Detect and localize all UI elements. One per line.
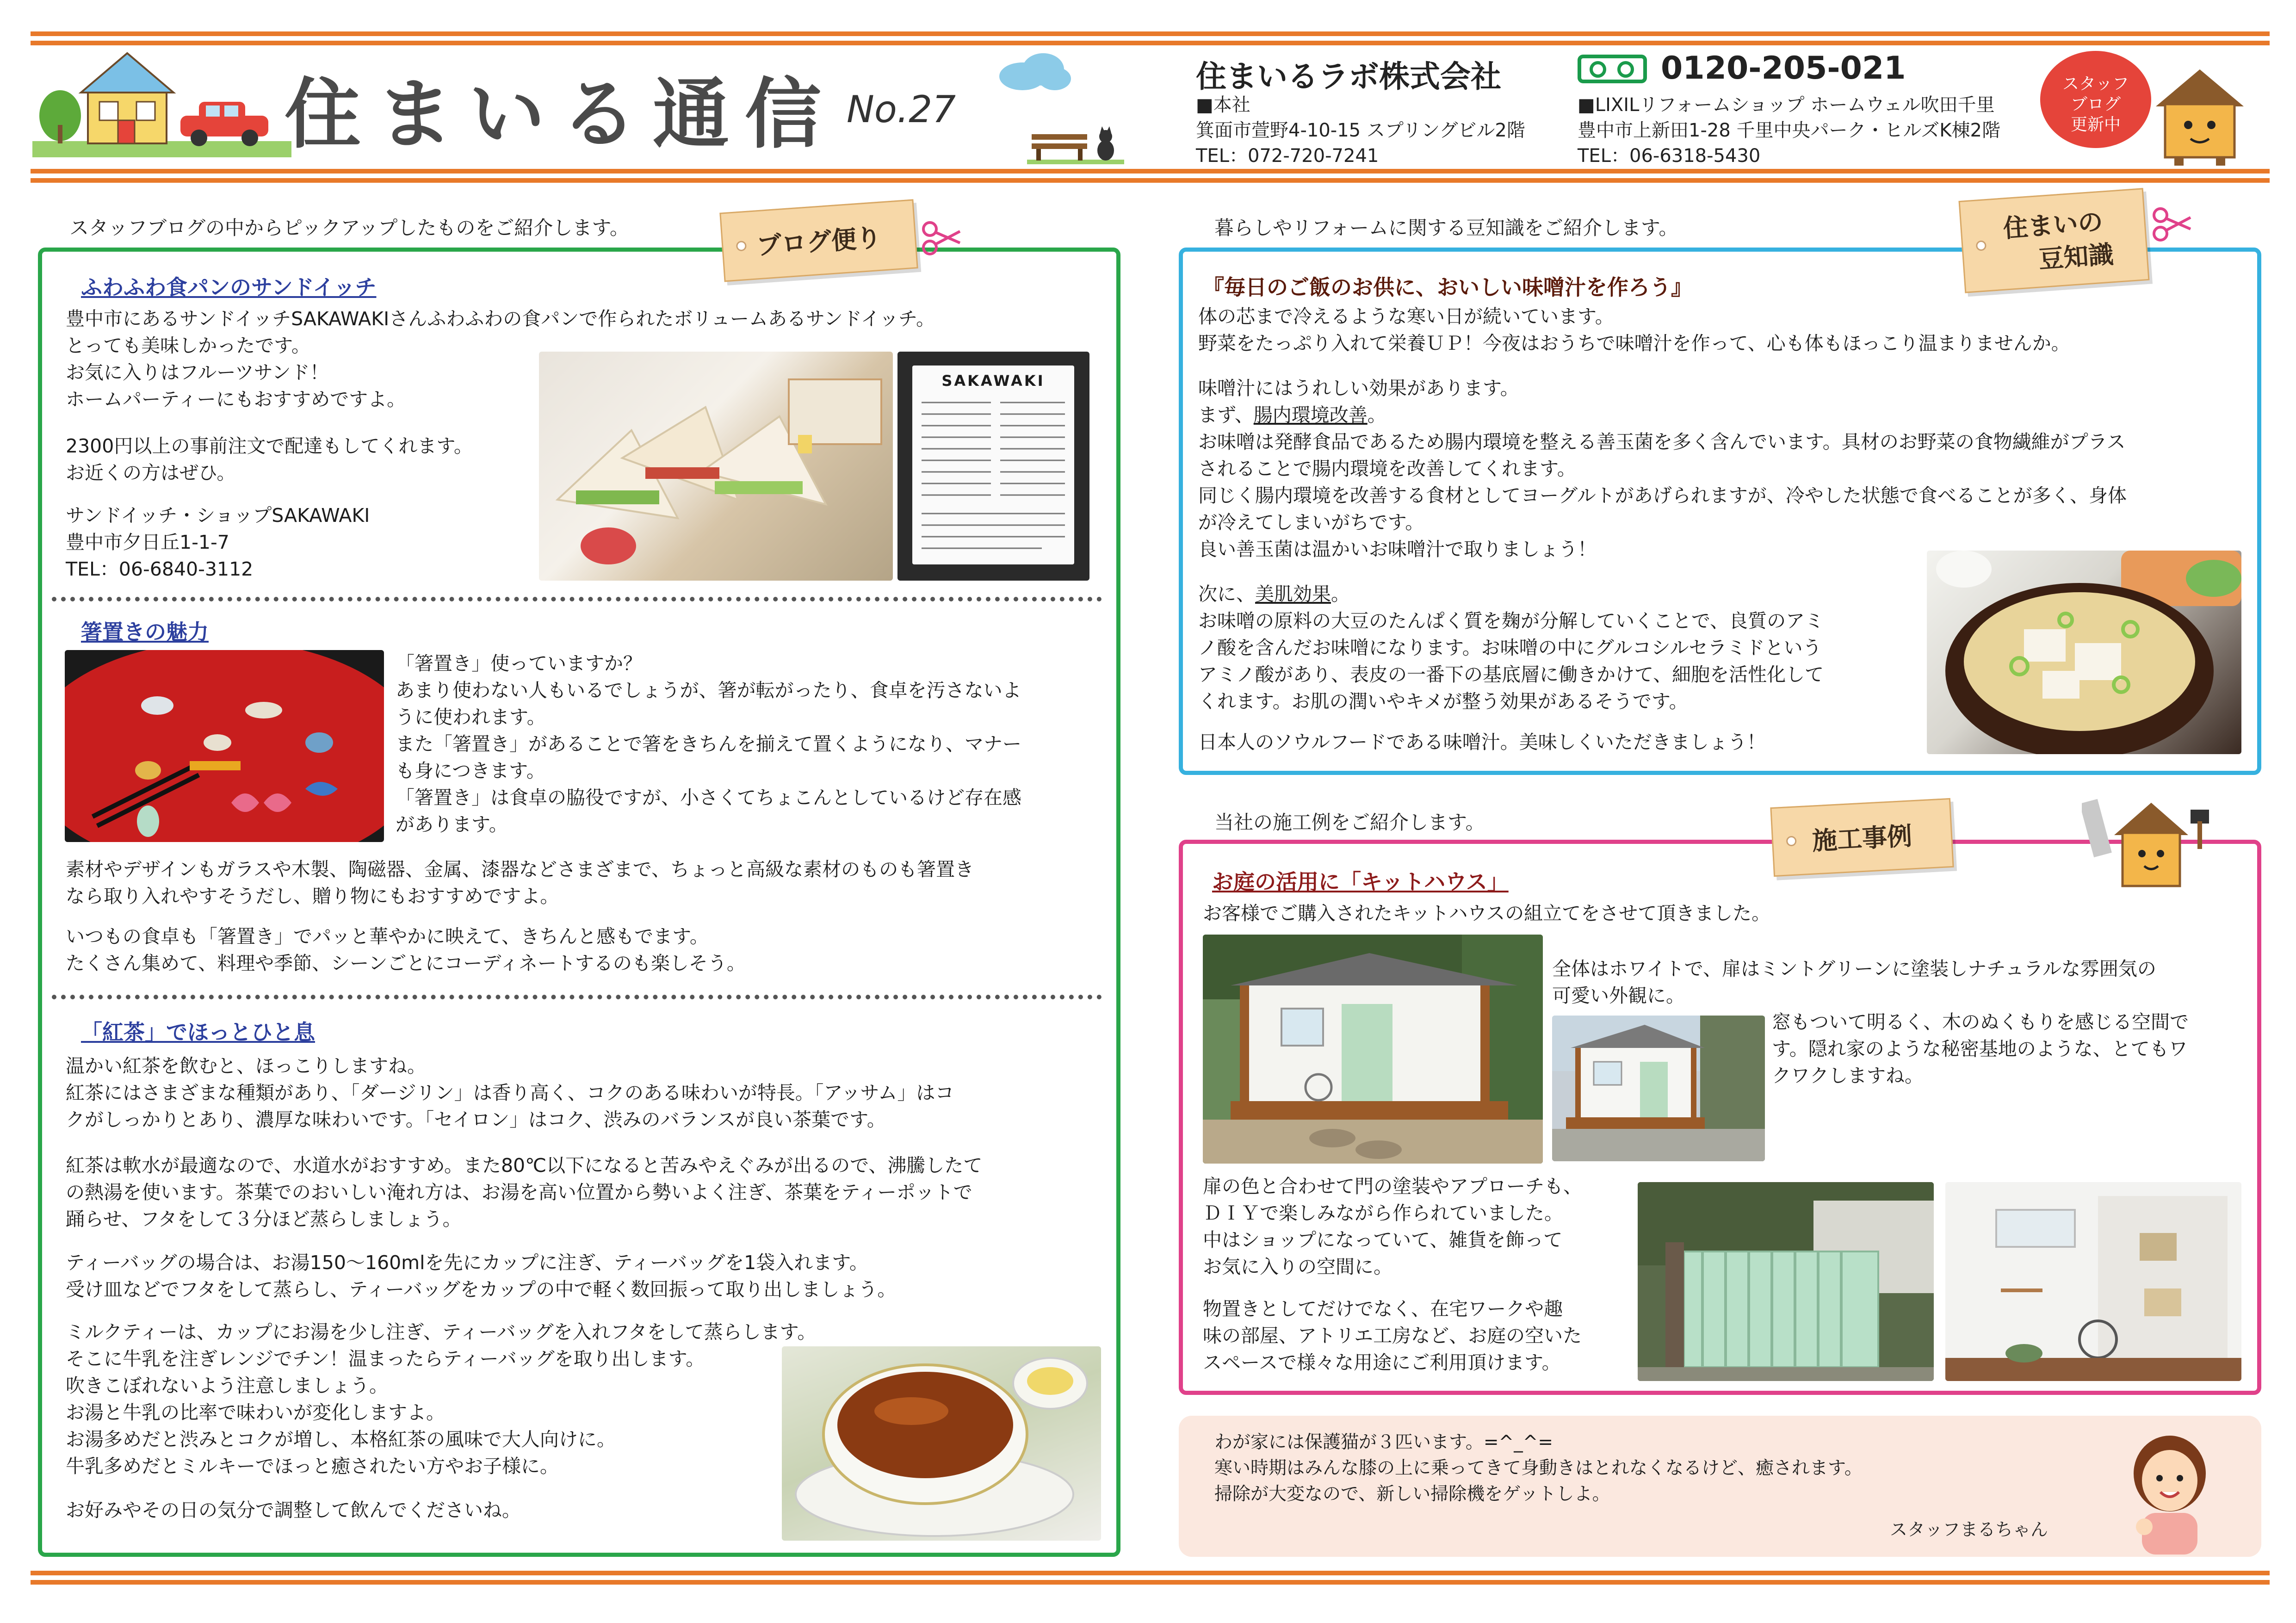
sandwich-menu-photo bbox=[897, 352, 1089, 581]
hq-label: ■本社 bbox=[1196, 94, 1250, 116]
underlined-keyword: 美肌効果 bbox=[1255, 583, 1331, 605]
line: いつもの食卓も「箸置き」でパッと華やかに映えて、きちんと感もでます。 bbox=[66, 925, 709, 948]
tag-hole-icon bbox=[736, 241, 747, 251]
underlined-keyword: 腸内環境改善 bbox=[1253, 404, 1368, 426]
line: お客様でご購入されたキットハウスの組立てをさせて頂きました。 bbox=[1203, 902, 1771, 924]
line: 吹きこぼれないよう注意しましょう。 bbox=[66, 1375, 388, 1397]
kithouse-photo-main bbox=[1203, 935, 1543, 1164]
line: も身につきます。 bbox=[396, 760, 545, 782]
works-intro: 当社の施工例をご紹介します。 bbox=[1214, 811, 1485, 834]
hashioki-p2 bbox=[66, 856, 974, 910]
line: くれます。お肌の潤いやキメが整う効果があるそうです。 bbox=[1198, 690, 1688, 712]
scissors-icon bbox=[2151, 204, 2193, 245]
hashioki-p1 bbox=[396, 650, 1021, 838]
tips-p4 bbox=[1198, 729, 1766, 756]
line: 体の芯まで冷えるような寒い日が続いています。 bbox=[1198, 305, 1614, 328]
text: 。 bbox=[1331, 583, 1350, 605]
line: 窓もついて明るく、木のぬくもりを感じる空間で bbox=[1772, 1011, 2189, 1033]
line: 受け皿などでフタをして蒸らし、ティーバッグをカップの中で軽く数回振って取り出しましょう。 bbox=[66, 1278, 897, 1301]
works-p2 bbox=[1552, 955, 2156, 1009]
hashioki-title: 箸置きの魅力 bbox=[81, 619, 209, 644]
line: 「箸置き」は食卓の脇役ですが、小さくてちょこんとしているけど存在感 bbox=[396, 787, 1021, 809]
tea-p3 bbox=[66, 1249, 896, 1303]
staff-signature: スタッフまるちゃん bbox=[1890, 1519, 2048, 1540]
bubble-line-2: ブログ bbox=[2070, 95, 2121, 114]
tips-p3 bbox=[1198, 581, 1824, 715]
works-title: お庭の活用に「キットハウス」 bbox=[1212, 869, 1509, 894]
shop-tel: TEL：06-6318-5430 bbox=[1578, 145, 1761, 167]
works-tag-label: 施工事例 bbox=[1811, 821, 1913, 856]
line: アミノ酸があり、表皮の一番下の基底層に働きかけて、細胞を活性化して bbox=[1198, 663, 1824, 686]
works-p1 bbox=[1203, 900, 1770, 927]
line: なら取り入れやすそうだし、贈り物にもおすすめですよ。 bbox=[66, 885, 559, 907]
line: クワクしますね。 bbox=[1772, 1065, 1924, 1087]
blog-tag-label: ブログ便り bbox=[755, 223, 883, 261]
line: クがしっかりとあり、濃厚な味わいです。「セイロン」はコク、渋みのバランスが良い茶葉です。 bbox=[66, 1109, 886, 1131]
text: 次に、 bbox=[1198, 583, 1255, 605]
header-stripe-1 bbox=[31, 169, 2270, 173]
blog-tag bbox=[719, 199, 918, 282]
line: されることで腸内環境を改善してくれます。 bbox=[1198, 458, 1576, 480]
line: お気に入りはフルーツサンド！ bbox=[66, 361, 329, 384]
line: 可愛い外観に。 bbox=[1552, 985, 1685, 1007]
line: お好みやその日の気分で調整して飲んでくださいね。 bbox=[66, 1499, 521, 1521]
line: 温かい紅茶を飲むと、ほっこりしますね。 bbox=[66, 1055, 426, 1077]
line: 豊中市夕日丘1-1-7 bbox=[66, 531, 229, 553]
tips-tag-line-2: 豆知識 bbox=[2037, 240, 2115, 274]
line: ティーバッグの場合は、お湯150〜160mlを先にカップに注ぎ、ティーバッグを1袋入れます。 bbox=[66, 1251, 868, 1274]
line: 味噌汁にはうれしい効果があります。 bbox=[1198, 377, 1519, 399]
line: お気に入りの空間に。 bbox=[1203, 1256, 1392, 1278]
line: 日本人のソウルフードである味噌汁。美味しくいただきましょう！ bbox=[1198, 731, 1766, 753]
line: 同じく腸内環境を改善する食材としてヨーグルトがあげられますが、冷やした状態で食べることが多く、身体 bbox=[1198, 484, 2127, 507]
line: お湯多めだと渋みとコクが増し、本格紅茶の風味で大人向けに。 bbox=[66, 1428, 616, 1450]
line: また「箸置き」があることで箸をきちんを揃えて置くようになり、マナー bbox=[396, 733, 1021, 755]
line: があります。 bbox=[396, 813, 508, 836]
sandwich-photo bbox=[539, 352, 893, 581]
tea-photo bbox=[782, 1346, 1101, 1541]
line: 「箸置き」使っていますか？ bbox=[396, 652, 642, 675]
interior-photo bbox=[1945, 1182, 2241, 1381]
bottom-stripe-2 bbox=[31, 1580, 2270, 1585]
line: あまり使わない人もいるでしょうが、箸が転がったり、食卓を汚さないよ bbox=[396, 679, 1021, 701]
bubble-line-1: スタッフ bbox=[2062, 74, 2129, 93]
bottom-stripe-1 bbox=[31, 1571, 2270, 1575]
line: サンドイッチ・ショップSAKAWAKI bbox=[66, 504, 370, 527]
line: す。隠れ家のような秘密基地のような、とてもワ bbox=[1772, 1038, 2188, 1060]
kithouse-photo-side bbox=[1552, 1016, 1765, 1161]
line: 豊中市にあるサンドイッチSAKAWAKIさんふわふわの食パンで作られたボリュームあるサンドイッチ。 bbox=[66, 308, 935, 330]
shop-address: 豊中市上新田1-28 千里中央パーク・ヒルズK棟2階 bbox=[1578, 120, 2000, 141]
text: 。 bbox=[1367, 404, 1386, 426]
line: わが家には保護猫が３匹います。=^_^= bbox=[1214, 1432, 1553, 1453]
scissors-icon bbox=[921, 217, 962, 259]
tea-p1 bbox=[66, 1053, 954, 1133]
tea-p5 bbox=[66, 1497, 521, 1524]
line: ホームパーティーにもおすすめですよ。 bbox=[66, 388, 406, 410]
menu-heading: SAKAWAKI bbox=[941, 372, 1045, 390]
freedial-icon bbox=[1578, 55, 1647, 83]
line: お味噌は発酵食品であるため腸内環境を整える善玉菌を多く含んでいます。具材のお野菜の食物繊維がプラス bbox=[1198, 431, 2126, 453]
line: 物置きとしてだけでなく、在宅ワークや趣 bbox=[1203, 1298, 1563, 1320]
tag-hole-icon bbox=[1786, 836, 1797, 846]
staff-avatar-icon bbox=[2123, 1434, 2216, 1555]
line: とっても美味しかったです。 bbox=[66, 335, 310, 357]
line: が冷えてしまいがちです。 bbox=[1198, 511, 1424, 533]
line: 紅茶は軟水が最適なので、水道水がおすすめ。また80℃以下になると苦みやえぐみが出るので、沸騰したて bbox=[66, 1154, 983, 1177]
house-mascot-icon bbox=[2147, 65, 2253, 167]
works-p4 bbox=[1203, 1173, 1582, 1280]
worker-mascot-icon bbox=[2082, 791, 2216, 902]
cloud-icon bbox=[995, 51, 1073, 93]
tips-p1 bbox=[1198, 303, 2070, 357]
line: 掃除が大変なので、新しい掃除機をゲットしよ。 bbox=[1214, 1484, 1610, 1505]
line: 素材やデザインもガラスや木製、陶磁器、金属、漆器などさまざまで、ちょっと高級な素材のものも箸置き bbox=[66, 858, 974, 880]
hashioki-photo bbox=[65, 650, 384, 842]
tea-p4 bbox=[66, 1319, 816, 1480]
line: 野菜をたっぷり入れて栄養ＵＰ！今夜はおうちで味噌汁を作って、心も体もほっこり温まりませんか。 bbox=[1198, 332, 2070, 354]
issue-number: No.27 bbox=[847, 88, 956, 131]
line: お味噌の原料の大豆のたんぱく質を麹が分解していくことで、良質のアミ bbox=[1198, 610, 1824, 632]
divider-2 bbox=[52, 995, 1102, 999]
line: たくさん集めて、料理や季節、シーンごとにコーディネートするのも楽しそう。 bbox=[66, 952, 746, 974]
tea-title: 「紅茶」でほっとひと息 bbox=[81, 1020, 315, 1045]
sandwich-p2 bbox=[66, 433, 473, 486]
line: 寒い時期はみんな膝の上に乗ってきて身動きはとれなくなるけど、癒されます。 bbox=[1214, 1458, 1863, 1479]
tips-intro: 暮らしやリフォームに関する豆知識をご紹介します。 bbox=[1214, 217, 1678, 239]
line: 味の部屋、アトリエ工房など、お庭の空いた bbox=[1203, 1325, 1582, 1347]
header-stripe-2 bbox=[31, 178, 2270, 183]
tips-p2 bbox=[1198, 375, 2127, 563]
line: スペースで様々な用途にご利用頂けます。 bbox=[1203, 1351, 1561, 1374]
text: まず、 bbox=[1198, 404, 1254, 426]
line: そこに牛乳を注ぎレンジでチン！温まったらティーバッグを取り出します。 bbox=[66, 1348, 705, 1370]
works-tag bbox=[1770, 798, 1954, 877]
staff-blog-bubble[interactable] bbox=[2040, 51, 2151, 148]
hq-address: 箕面市萱野4-10-15 スプリングビル2階 bbox=[1196, 120, 1525, 141]
freedial-number[interactable]: 0120-205-021 bbox=[1661, 50, 1906, 87]
line: 扉の色と合わせて門の塗装やアプローチも、 bbox=[1203, 1175, 1582, 1197]
newsletter-title: 住まいる通信 bbox=[285, 70, 837, 159]
line bbox=[1198, 581, 1824, 607]
line: 紅茶にはさまざまな種類があり、「ダージリン」は香り高く、コクのある味わいが特長。「アッサム」はコ bbox=[66, 1082, 954, 1104]
sandwich-p3 bbox=[66, 502, 370, 582]
line: 踊らせ、フタをして３分ほど蒸らしましょう。 bbox=[66, 1208, 462, 1230]
line: TEL：06-6840-3112 bbox=[66, 558, 254, 580]
staff-note-text bbox=[1214, 1430, 1863, 1507]
bubble-line-3: 更新中 bbox=[2070, 115, 2121, 134]
shop-label: ■LIXILリフォームショップ ホームウェル吹田千里 bbox=[1578, 94, 1995, 116]
top-stripe-2 bbox=[31, 41, 2270, 45]
line: 2300円以上の事前注文で配達もしてくれます。 bbox=[66, 435, 473, 457]
line: ミルクティーは、カップにお湯を少し注ぎ、ティーバッグを入れフタをして蒸らします。 bbox=[66, 1321, 817, 1343]
company-name: 住まいるラボ株式会社 bbox=[1196, 59, 1501, 94]
divider-1 bbox=[52, 597, 1102, 601]
tips-tag-line-1: 住まいの bbox=[2002, 207, 2104, 243]
bench-cat-illustration bbox=[1027, 113, 1124, 164]
line: 中はショップになっていて、雑貨を飾って bbox=[1203, 1229, 1563, 1251]
line bbox=[1198, 402, 2127, 428]
hq-tel: TEL：072-720-7241 bbox=[1196, 145, 1379, 167]
line: ノ酸を含んだお味噌になります。お味噌の中にグルコシルセラミドという bbox=[1198, 637, 1822, 659]
line: お近くの方はぜひ。 bbox=[66, 462, 236, 484]
line: お湯と牛乳の比率で味わいが変化しますよ。 bbox=[66, 1401, 445, 1424]
tips-tag bbox=[1959, 188, 2150, 293]
tips-title: 『毎日のご飯のお供に、おいしい味噌汁を作ろう』 bbox=[1203, 275, 1692, 300]
hashioki-p3 bbox=[66, 923, 746, 977]
works-p3 bbox=[1772, 1009, 2189, 1089]
sandwich-title: ふわふわ食パンのサンドイッチ bbox=[81, 275, 377, 300]
blog-intro: スタッフブログの中からピックアップしたものをご紹介します。 bbox=[69, 217, 630, 239]
works-p5 bbox=[1203, 1295, 1582, 1376]
line: 全体はホワイトで、扉はミントグリーンに塗装しナチュラルな雰囲気の bbox=[1552, 958, 2156, 980]
line: の熱湯を使います。茶葉でのおいしい淹れ方は、お湯を高い位置から勢いよく注ぎ、茶葉をティーポットで bbox=[66, 1181, 972, 1203]
house-illustration bbox=[32, 46, 291, 157]
line: 牛乳多めだとミルキーでほっと癒されたい方やお子様に。 bbox=[66, 1455, 559, 1477]
tea-p2 bbox=[66, 1152, 982, 1233]
line: うに使われます。 bbox=[396, 706, 546, 728]
top-stripe-1 bbox=[31, 31, 2270, 36]
miso-soup-photo bbox=[1927, 551, 2241, 754]
gate-photo bbox=[1638, 1182, 1934, 1381]
line: 良い善玉菌は温かいお味噌汁で取りましょう！ bbox=[1198, 538, 1597, 560]
line: ＤＩＹで楽しみながら作られていました。 bbox=[1203, 1202, 1563, 1224]
